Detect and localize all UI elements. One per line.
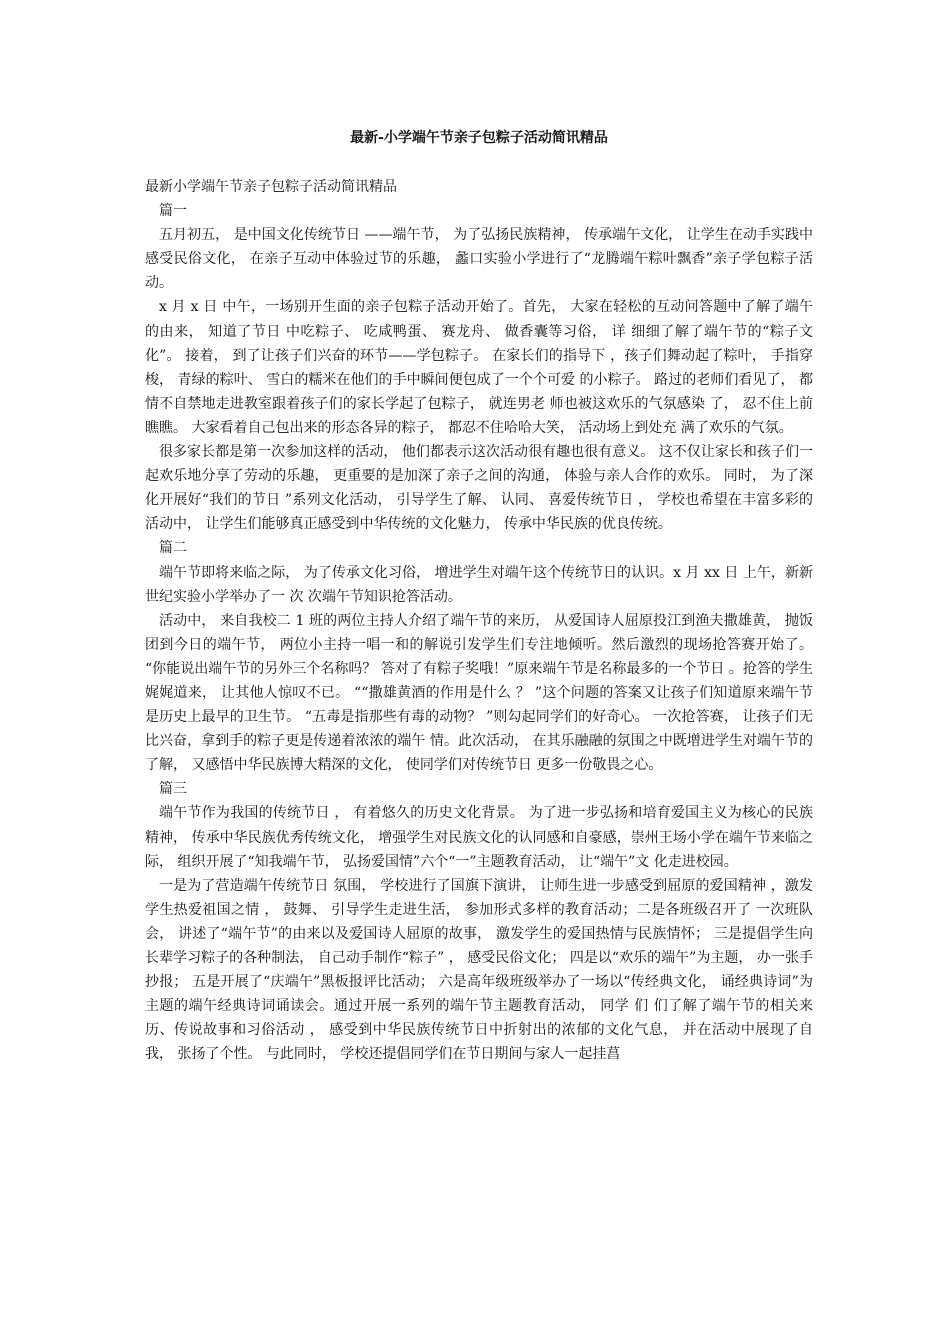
paragraph: 端午节作为我国的传统节日 ， 有着悠久的历史文化背景。 为了进一步弘扬和培育爱国主义为核心的民族精神， 传承中华民族优秀传统文化， 增强学生对民族文化的认同感和自豪感，崇州王场小学在端午节来临之际， 组织开展了“知我端午节， 弘扬爱国情”六个“一”主题教育活动， 让“端午”文 化走进校园。 [145,805,813,870]
document-body [145,175,813,1066]
paragraph: 五月初五， 是中国文化传统节日 ——端午节， 为了弘扬民族精神， 传承端午文化， 让学生在动手实践中感受民俗文化， 在亲子互动中体验过节的乐趣， 蠡口实验小学进行了“龙腾端午粽叶飘香”亲子学包粽子活动。 [145,227,813,292]
paragraph: 端午节即将来临之际， 为了传承文化习俗， 增进学生对端午这个传统节日的认识。x 月 xx 日 上午，新新世纪实验小学举办了一 次 次端午节知识抢答活动。 [145,564,813,605]
section-heading-3: 篇三 [159,781,187,798]
paragraph: 活动中， 来自我校二 1 班的两位主持人介绍了端午节的来历， 从爱国诗人屈原投江到渔夫撒雄黄， 抛饭团到今日的端午节， 两位小主持一唱一和的解说引发学生们专注地倾听。然后激烈的现场抢答赛开始了。 “你能说出端午节的另外三个名称吗？ 答对了有粽子奖哦！”原来端午节是名称最多的一个节日 。抢答的学生娓娓道来， 让其他人惊叹不已。 ““撒雄黄酒的作用是什么 ？ ”这个问题的答案又让孩子们知道原来端午节是历史上最早的卫生节。 “五毒是指那些有毒的动物？ ”则勾起同学们的好奇心。 一次抢答赛， 让孩子们无比兴奋，拿到手的粽子更是传递着浓浓的端午 情。此次活动， 在其乐融融的氛围之中既增进学生对端午节的了解， 又感悟中华民族博大精深的文化， 使同学们对传统节日 更多一份敬畏之心。 [145,612,813,774]
section-heading-1: 篇一 [159,203,187,220]
document-subtitle: 最新小学端午节亲子包粽子活动简讯精品 [145,179,397,195]
document-title: 最新-小学端午节亲子包粽子活动简讯精品 [350,130,608,146]
paragraph: 一是为了营造端午传统节日 氛围， 学校进行了国旗下演讲， 让师生进一步感受到屈原的爱国精神 ，激发学生热爱祖国之情 ， 鼓舞、 引导学生走进生活， 参加形式多样的教育活动；二是各班级召开了 一次班队会， 讲述了“端午节”的由来以及爱国诗人屈原的故事， 激发学生的爱国热情与民族情怀； 三是提倡学生向长辈学习粽子的各种制法， 自己动手制作“粽子” ， 感受民俗文化； 四是以“欢乐的端午”为主题， 办一张手抄报； 五是开展了“庆端午”黑板报评比活动； 六是高年级班级举办了一场以“传经典文化， 诵经典诗词”为主题的端午经典诗词诵读会。通过开展一系列的端午节主题教育活动， 同学 们 们了解了端午节的相关来历、传说故事和习俗活动 ， 感受到中华民族传统节日中折射出的浓郁的文化气息， 并在活动中展现了自我， 张扬了个性。 与此同时， 学校还提倡同学们在节日期间与家人一起挂菖 [145,877,813,1063]
paragraph: 很多家长都是第一次参加这样的活动， 他们都表示这次活动很有趣也很有意义。 这不仅让家长和孩子们一起欢乐地分享了劳动的乐趣， 更重要的是加深了亲子之间的沟通， 体验与亲人合作的欢乐。 同时， 为了深化开展好“我们的节日 ”系列文化活动， 引导学生了解、 认同、 喜爱传统节日 ， 学校也希望在丰富多彩的活动中， 让学生们能够真正感受到中华传统的文化魅力， 传承中华民族的优良传统。 [145,444,813,533]
paragraph: x 月 x 日 中午，一场别开生面的亲子包粽子活动开始了。首先， 大家在轻松的互动问答题中了解了端午的由来， 知道了节日 中吃粽子、 吃咸鸭蛋、 赛龙舟、 做香囊等习俗， 详 细细了解了端午节的“粽子文化”。 接着， 到了让孩子们兴奋的环节——学包粽子。 在家长们的指导下 ，孩子们舞动起了粽叶， 手指穿梭， 青绿的粽叶、 雪白的糯米在他们的手中瞬间便包成了一个个可爱 的小粽子。 路过的老师们看见了， 都情不自禁地走进教室跟着孩子们的家长学起了包粽子， 就连男老 师也被这欢乐的气氛感染 了， 忍不住上前瞧瞧。 大家看着自己包出来的形态各异的粽子， 都忍不住哈哈大笑， 活动场上到处充 满了欢乐的气氛。 [145,299,813,436]
section-heading-2: 篇二 [159,540,187,557]
